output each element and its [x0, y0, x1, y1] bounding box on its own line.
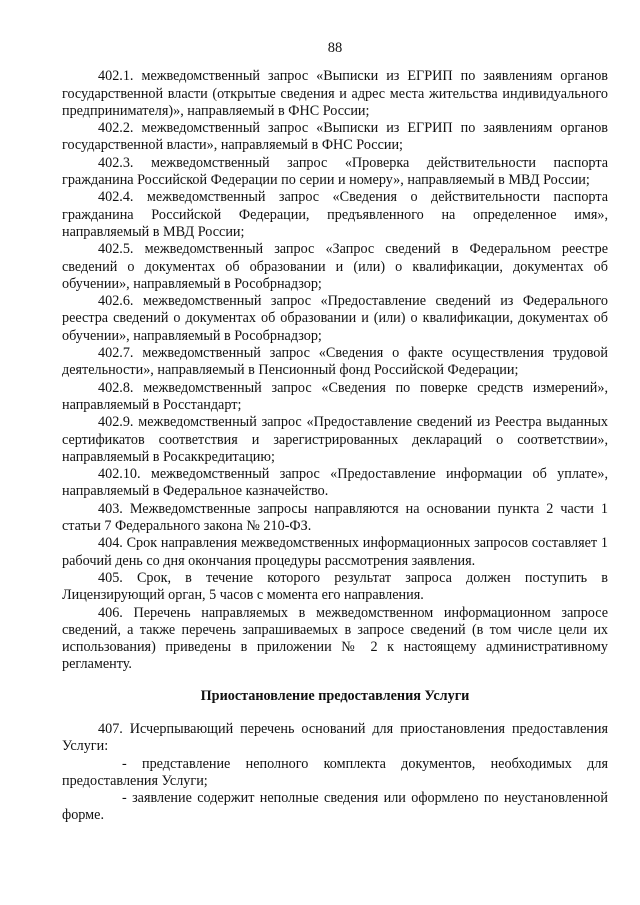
paragraph-404: 404. Срок направления межведомственных информационных запросов составляет 1 рабочий день со дня окончания процедуры рассмотрения заявления. — [62, 535, 608, 569]
paragraph-402-7: 402.7. межведомственный запрос «Сведения о факте осуществления трудовой деятельности», направляемый в Пенсионный фонд Российской Федерации; — [62, 345, 608, 379]
paragraph-402-2: 402.2. межведомственный запрос «Выписки из ЕГРИП по заявлениям органов государственной власти», направляемый в ФНС России; — [62, 120, 608, 154]
page-number: 88 — [327, 40, 343, 56]
paragraph-402-1: 402.1. межведомственный запрос «Выписки из ЕГРИП по заявлениям органов государственной власти (открытые сведения и адрес места жительства индивидуального предпринимателя)», направляемый в ФНС России; — [62, 68, 608, 119]
paragraph-403: 403. Межведомственные запросы направляются на основании пункта 2 части 1 статьи 7 Федерального закона № 210-ФЗ. — [62, 500, 608, 535]
paragraph-402-5: 402.5. межведомственный запрос «Запрос сведений в Федеральном реестре сведений о документах об образовании и (или) о квалификации, документах об обучении», направляемый в Рособрнадзор; — [62, 241, 608, 292]
list-item-incomplete-documents: - представление неполного комплекта документов, необходимых для предоставления Услуги; — [62, 755, 608, 789]
paragraph-402-4: 402.4. межведомственный запрос «Сведения о действительности паспорта гражданина Российской Федерации, предъявленного на определенное имя», направляемый в МВД России; — [62, 189, 608, 240]
paragraph-406: 406. Перечень направляемых в межведомственном информационном запросе сведений, а также перечень запрашиваемых в запросе сведений (в том числе цели их использования) приведены в приложении № 2 к настоящему административному регламенту. — [62, 604, 608, 673]
paragraph-402-9: 402.9. межведомственный запрос «Предоставление сведений из Реестра выданных сертификатов соответствия и зарегистрированных деклараций о соответствии», направляемый в Росаккредитацию; — [62, 414, 608, 465]
paragraph-402-6: 402.6. межведомственный запрос «Предоставление сведений из Федерального реестра сведений о документах об образовании и (или) о квалификации, документах об обучении», направляемый в Рособрнадзор; — [62, 293, 608, 344]
paragraph-405: 405. Срок, в течение которого результат запроса должен поступить в Лицензирующий орган, 5 часов с момента его направления. — [62, 569, 608, 604]
paragraph-402-10: 402.10. межведомственный запрос «Предоставление информации об уплате», направляемый в Федеральное казначейство. — [62, 466, 608, 500]
paragraph-402-8: 402.8. межведомственный запрос «Сведения по поверке средств измерений», направляемый в Росстандарт; — [62, 379, 608, 413]
section-heading: Приостановление предоставления Услуги — [200, 687, 470, 704]
paragraph-402-3: 402.3. межведомственный запрос «Проверка действительности паспорта гражданина Российской Федерации по серии и номеру», направляемый в МВД России; — [62, 154, 608, 189]
list-item-incomplete-application: - заявление содержит неполные сведения или оформлено по неустановленной форме. — [62, 790, 608, 824]
paragraph-407: 407. Исчерпывающий перечень оснований для приостановления предоставления Услуги: — [62, 720, 608, 755]
